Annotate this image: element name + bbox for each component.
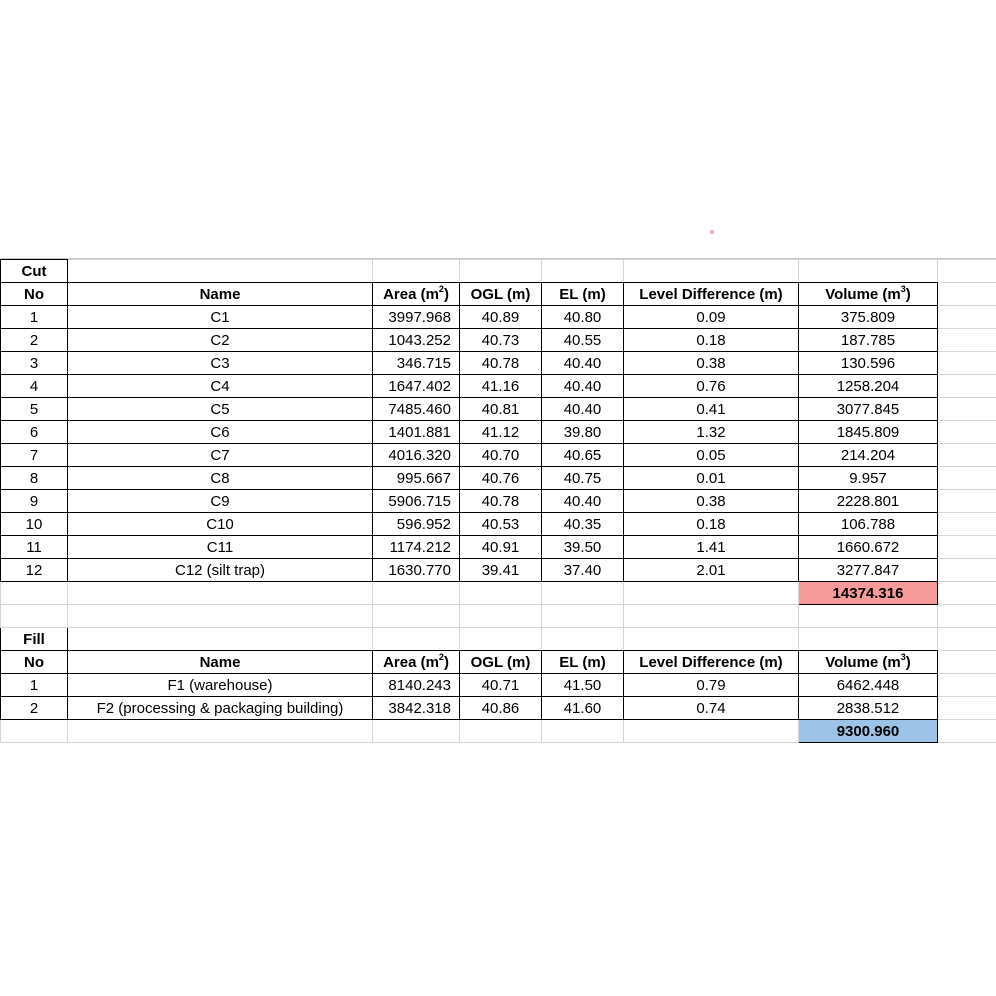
header-name[interactable]: Name <box>68 283 373 306</box>
cell-level-difference[interactable]: 1.32 <box>624 421 799 444</box>
cell[interactable] <box>373 628 460 651</box>
cell[interactable] <box>542 605 624 628</box>
cut-section-label[interactable]: Cut <box>1 260 68 283</box>
cell-level-difference[interactable]: 0.79 <box>624 674 799 697</box>
cell-volume[interactable]: 3277.847 <box>799 559 938 582</box>
cell-el[interactable]: 39.50 <box>542 536 624 559</box>
cell-ogl[interactable]: 41.16 <box>460 375 542 398</box>
cell-area[interactable]: 1630.770 <box>373 559 460 582</box>
cell-volume[interactable]: 2838.512 <box>799 697 938 720</box>
cell[interactable] <box>373 605 460 628</box>
cut-table-row <box>1 329 996 352</box>
cell[interactable] <box>460 605 542 628</box>
cell[interactable] <box>460 260 542 283</box>
cell-ogl[interactable]: 39.41 <box>460 559 542 582</box>
cell[interactable] <box>938 260 996 283</box>
cell-area[interactable]: 3842.318 <box>373 697 460 720</box>
cell-name[interactable]: C8 <box>68 467 373 490</box>
cut-table-row <box>1 421 996 444</box>
cell-volume[interactable]: 130.596 <box>799 352 938 375</box>
cell-volume[interactable]: 9.957 <box>799 467 938 490</box>
superscript: 2 <box>438 283 444 294</box>
cell-volume[interactable]: 1660.672 <box>799 536 938 559</box>
cell-ogl[interactable]: 40.78 <box>460 352 542 375</box>
cut-table-row <box>1 467 996 490</box>
cell[interactable] <box>938 306 996 329</box>
cell[interactable] <box>938 651 996 674</box>
cell-no[interactable]: 9 <box>1 490 68 513</box>
cell[interactable] <box>1 720 68 743</box>
cell-volume[interactable]: 106.788 <box>799 513 938 536</box>
header-volume-text: Volume (m <box>825 653 901 671</box>
cell-no[interactable]: 2 <box>1 697 68 720</box>
cell-level-difference[interactable]: 0.38 <box>624 352 799 375</box>
cell-no[interactable]: 6 <box>1 421 68 444</box>
cell[interactable] <box>938 467 996 490</box>
cell[interactable] <box>799 260 938 283</box>
stray-marker <box>710 230 714 234</box>
cell-level-difference[interactable]: 0.41 <box>624 398 799 421</box>
cell-volume[interactable]: 375.809 <box>799 306 938 329</box>
cell[interactable] <box>460 720 542 743</box>
cell-el[interactable]: 40.80 <box>542 306 624 329</box>
fill-table-row <box>1 674 996 697</box>
cell-area[interactable]: 1401.881 <box>373 421 460 444</box>
cell[interactable] <box>938 628 996 651</box>
cell[interactable] <box>938 674 996 697</box>
cell[interactable] <box>68 260 373 283</box>
cell[interactable] <box>373 720 460 743</box>
cell-area[interactable]: 8140.243 <box>373 674 460 697</box>
cell-area[interactable]: 7485.460 <box>373 398 460 421</box>
cell-ogl[interactable]: 40.71 <box>460 674 542 697</box>
cell-name[interactable]: C6 <box>68 421 373 444</box>
cell-ogl[interactable]: 40.91 <box>460 536 542 559</box>
cell[interactable] <box>68 582 373 605</box>
cell[interactable] <box>68 720 373 743</box>
cell-area[interactable]: 346.715 <box>373 352 460 375</box>
cell-area[interactable]: 4016.320 <box>373 444 460 467</box>
cell-el[interactable]: 40.35 <box>542 513 624 536</box>
header-volume[interactable] <box>799 283 938 306</box>
header-area[interactable] <box>373 651 460 674</box>
cell[interactable] <box>68 628 373 651</box>
header-area-text: Area (m <box>383 285 439 303</box>
superscript: 3 <box>900 651 906 662</box>
cell-ogl[interactable]: 40.89 <box>460 306 542 329</box>
cell[interactable] <box>938 559 996 582</box>
cut-table-row <box>1 536 996 559</box>
cell-level-difference[interactable]: 0.18 <box>624 329 799 352</box>
cell[interactable] <box>938 490 996 513</box>
cut-table-row <box>1 513 996 536</box>
cell-area[interactable]: 995.667 <box>373 467 460 490</box>
header-no[interactable]: No <box>1 651 68 674</box>
header-level-difference[interactable]: Level Difference (m) <box>624 283 799 306</box>
paren: ) <box>443 653 449 671</box>
cell[interactable] <box>938 697 996 720</box>
cell-volume[interactable]: 214.204 <box>799 444 938 467</box>
cut-table-row <box>1 559 996 582</box>
cell-ogl[interactable]: 40.76 <box>460 467 542 490</box>
header-area[interactable] <box>373 283 460 306</box>
cell-no[interactable]: 1 <box>1 674 68 697</box>
fill-table-row <box>1 697 996 720</box>
cell-level-difference[interactable]: 0.18 <box>624 513 799 536</box>
cell-no[interactable]: 2 <box>1 329 68 352</box>
cell-area[interactable]: 1043.252 <box>373 329 460 352</box>
cut-table-row <box>1 352 996 375</box>
cell[interactable] <box>938 283 996 306</box>
cell-no[interactable]: 7 <box>1 444 68 467</box>
spreadsheet-grid <box>0 259 996 743</box>
cut-total-row <box>1 582 996 605</box>
header-ogl[interactable]: OGL (m) <box>460 283 542 306</box>
cell-no[interactable]: 11 <box>1 536 68 559</box>
cell-no[interactable]: 3 <box>1 352 68 375</box>
cell[interactable] <box>460 628 542 651</box>
cell-no[interactable]: 1 <box>1 306 68 329</box>
cell-volume[interactable]: 187.785 <box>799 329 938 352</box>
cell-el[interactable]: 40.40 <box>542 352 624 375</box>
fill-total-volume[interactable]: 9300.960 <box>799 720 938 743</box>
cell-name[interactable]: C2 <box>68 329 373 352</box>
cell-name[interactable]: C3 <box>68 352 373 375</box>
superscript: 3 <box>900 283 906 294</box>
cell-ogl[interactable]: 40.73 <box>460 329 542 352</box>
cell-el[interactable]: 40.55 <box>542 329 624 352</box>
cell-volume[interactable]: 3077.845 <box>799 398 938 421</box>
cell-name[interactable]: C5 <box>68 398 373 421</box>
cell-no[interactable]: 12 <box>1 559 68 582</box>
cell-name[interactable]: C12 (silt trap) <box>68 559 373 582</box>
header-name[interactable]: Name <box>68 651 373 674</box>
cell-el[interactable]: 40.75 <box>542 467 624 490</box>
fill-header-row <box>1 651 996 674</box>
cut-table-row <box>1 444 996 467</box>
cell-level-difference[interactable]: 0.76 <box>624 375 799 398</box>
cell[interactable] <box>624 605 799 628</box>
cell-level-difference[interactable]: 1.41 <box>624 536 799 559</box>
cell-name[interactable]: C10 <box>68 513 373 536</box>
cell[interactable] <box>542 260 624 283</box>
cell-el[interactable]: 37.40 <box>542 559 624 582</box>
cell-area[interactable]: 596.952 <box>373 513 460 536</box>
cell-name[interactable]: F1 (warehouse) <box>68 674 373 697</box>
cut-table-row <box>1 375 996 398</box>
header-el[interactable]: EL (m) <box>542 283 624 306</box>
header-level-difference[interactable]: Level Difference (m) <box>624 651 799 674</box>
earthworks-table <box>0 259 996 743</box>
cell-ogl[interactable]: 40.81 <box>460 398 542 421</box>
cell[interactable] <box>542 582 624 605</box>
cell[interactable] <box>624 582 799 605</box>
cell-el[interactable]: 40.40 <box>542 490 624 513</box>
header-ogl[interactable]: OGL (m) <box>460 651 542 674</box>
cut-table-row <box>1 490 996 513</box>
cell-name[interactable]: C11 <box>68 536 373 559</box>
cell-ogl[interactable]: 40.78 <box>460 490 542 513</box>
cell[interactable] <box>624 628 799 651</box>
cut-table-row <box>1 306 996 329</box>
cell-level-difference[interactable]: 2.01 <box>624 559 799 582</box>
header-area-text: Area (m <box>383 653 439 671</box>
cell-level-difference[interactable]: 0.01 <box>624 467 799 490</box>
cell[interactable] <box>624 260 799 283</box>
cell[interactable] <box>938 352 996 375</box>
cell[interactable] <box>938 582 996 605</box>
cell-name[interactable]: F2 (processing & packaging building) <box>68 697 373 720</box>
cell[interactable] <box>68 605 373 628</box>
fill-total-row <box>1 720 996 743</box>
cell-el[interactable]: 40.65 <box>542 444 624 467</box>
cell-volume[interactable]: 1258.204 <box>799 375 938 398</box>
cell-area[interactable]: 1174.212 <box>373 536 460 559</box>
cell[interactable] <box>1 605 68 628</box>
cell[interactable] <box>373 260 460 283</box>
cut-table-row <box>1 398 996 421</box>
header-no[interactable]: No <box>1 283 68 306</box>
header-volume[interactable] <box>799 651 938 674</box>
cell-volume[interactable]: 1845.809 <box>799 421 938 444</box>
cell[interactable] <box>373 582 460 605</box>
superscript: 2 <box>438 651 444 662</box>
cell-ogl[interactable]: 40.86 <box>460 697 542 720</box>
cell-volume[interactable]: 6462.448 <box>799 674 938 697</box>
cell-ogl[interactable]: 40.53 <box>460 513 542 536</box>
header-volume-text: Volume (m <box>825 285 901 303</box>
cell-name[interactable]: C1 <box>68 306 373 329</box>
cell[interactable] <box>542 720 624 743</box>
cell-el[interactable]: 41.60 <box>542 697 624 720</box>
paren: ) <box>443 285 449 303</box>
paren: ) <box>905 285 911 303</box>
cell-el[interactable]: 39.80 <box>542 421 624 444</box>
cell-no[interactable]: 4 <box>1 375 68 398</box>
cell-el[interactable]: 40.40 <box>542 398 624 421</box>
cell[interactable] <box>938 398 996 421</box>
cell-level-difference[interactable]: 0.74 <box>624 697 799 720</box>
cell[interactable] <box>542 628 624 651</box>
cell[interactable] <box>938 421 996 444</box>
cut-section-row <box>1 260 996 283</box>
cell-area[interactable]: 3997.968 <box>373 306 460 329</box>
fill-section-label[interactable]: Fill <box>1 628 68 651</box>
cell[interactable] <box>938 536 996 559</box>
cell[interactable] <box>799 628 938 651</box>
cell-ogl[interactable]: 41.12 <box>460 421 542 444</box>
cell-ogl[interactable]: 40.70 <box>460 444 542 467</box>
cell[interactable] <box>1 582 68 605</box>
cell-el[interactable]: 40.40 <box>542 375 624 398</box>
cell-no[interactable]: 8 <box>1 467 68 490</box>
header-el[interactable]: EL (m) <box>542 651 624 674</box>
cell[interactable] <box>938 605 996 628</box>
cell[interactable] <box>938 375 996 398</box>
cell[interactable] <box>799 605 938 628</box>
cell[interactable] <box>938 444 996 467</box>
cell-no[interactable]: 5 <box>1 398 68 421</box>
cell-name[interactable]: C9 <box>68 490 373 513</box>
cell[interactable] <box>938 720 996 743</box>
cell[interactable] <box>624 720 799 743</box>
cell-el[interactable]: 41.50 <box>542 674 624 697</box>
cell-level-difference[interactable]: 0.05 <box>624 444 799 467</box>
fill-section-row <box>1 628 996 651</box>
blank-row <box>1 605 996 628</box>
cell-no[interactable]: 10 <box>1 513 68 536</box>
cell-name[interactable]: C4 <box>68 375 373 398</box>
cell-area[interactable]: 1647.402 <box>373 375 460 398</box>
cut-total-volume[interactable]: 14374.316 <box>799 582 938 605</box>
cell[interactable] <box>938 513 996 536</box>
cell[interactable] <box>460 582 542 605</box>
cell-level-difference[interactable]: 0.38 <box>624 490 799 513</box>
cut-header-row <box>1 283 996 306</box>
cell-level-difference[interactable]: 0.09 <box>624 306 799 329</box>
paren: ) <box>905 653 911 671</box>
cell-name[interactable]: C7 <box>68 444 373 467</box>
cell[interactable] <box>938 329 996 352</box>
cell-volume[interactable]: 2228.801 <box>799 490 938 513</box>
cell-area[interactable]: 5906.715 <box>373 490 460 513</box>
